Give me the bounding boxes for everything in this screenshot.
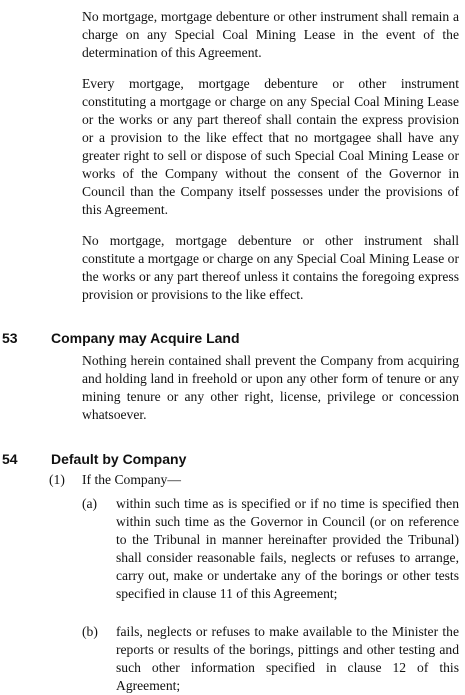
subclause-1-lead: If the Company— — [82, 472, 181, 487]
section-53-number: 53 — [2, 330, 18, 346]
subclause-1-label: (1) — [49, 472, 65, 487]
paragraph-mortgage-provision: Every mortgage, mortgage debenture or other instrument constituting a mortgage or charge on any Special Coal Mining Lease or the works or any part thereof shall contain the express provision or a provision to the like effect that no mortgagee shall have any greater right to sell or dispose of such Special Coal Mining Lease or works of the Company without the consent of the Governor in Council than the Company itself possesses under the provisions of this Agreement. — [82, 76, 459, 217]
item-b-label: (b) — [82, 624, 98, 639]
section-53-text: Nothing herein contained shall prevent the Company from acquiring and holding land in freehold or upon any other form of tenure or any mining tenure or any other right, license, privilege or concession whatsoever. — [82, 353, 459, 422]
paragraph-mortgage-requirement: No mortgage, mortgage debenture or other instrument shall constitute a mortgage or charge on any Special Coal Mining Lease or the works or any part thereof unless it contains the foregoing express provision or provisions to the like effect. — [82, 233, 459, 302]
item-a-label: (a) — [82, 496, 98, 511]
item-b-text: fails, neglects or refuses to make available to the Minister the reports or results of the borings, pittings and other testing and such other information specified in clause 12 of this Agreement; — [116, 624, 459, 693]
section-54-heading: Default by Company — [51, 451, 187, 467]
paragraph-mortgage-charge: No mortgage, mortgage debenture or other instrument shall remain a charge on any Special Coal Mining Lease in the event of the determination of this Agreement. — [82, 9, 459, 60]
section-53-heading: Company may Acquire Land — [51, 330, 240, 346]
section-54-number: 54 — [2, 451, 18, 467]
item-a-text: within such time as is specified or if no time is specified then within such time as the Governor in Council (or on reference to the Tribunal in manner hereinafter provided the Tribunal) shall consider reasonable fails, neglects or refuses to arrange, carry out, make or undertake any of the borings or other tests specified in clause 11 of this Agreement; — [116, 496, 459, 601]
